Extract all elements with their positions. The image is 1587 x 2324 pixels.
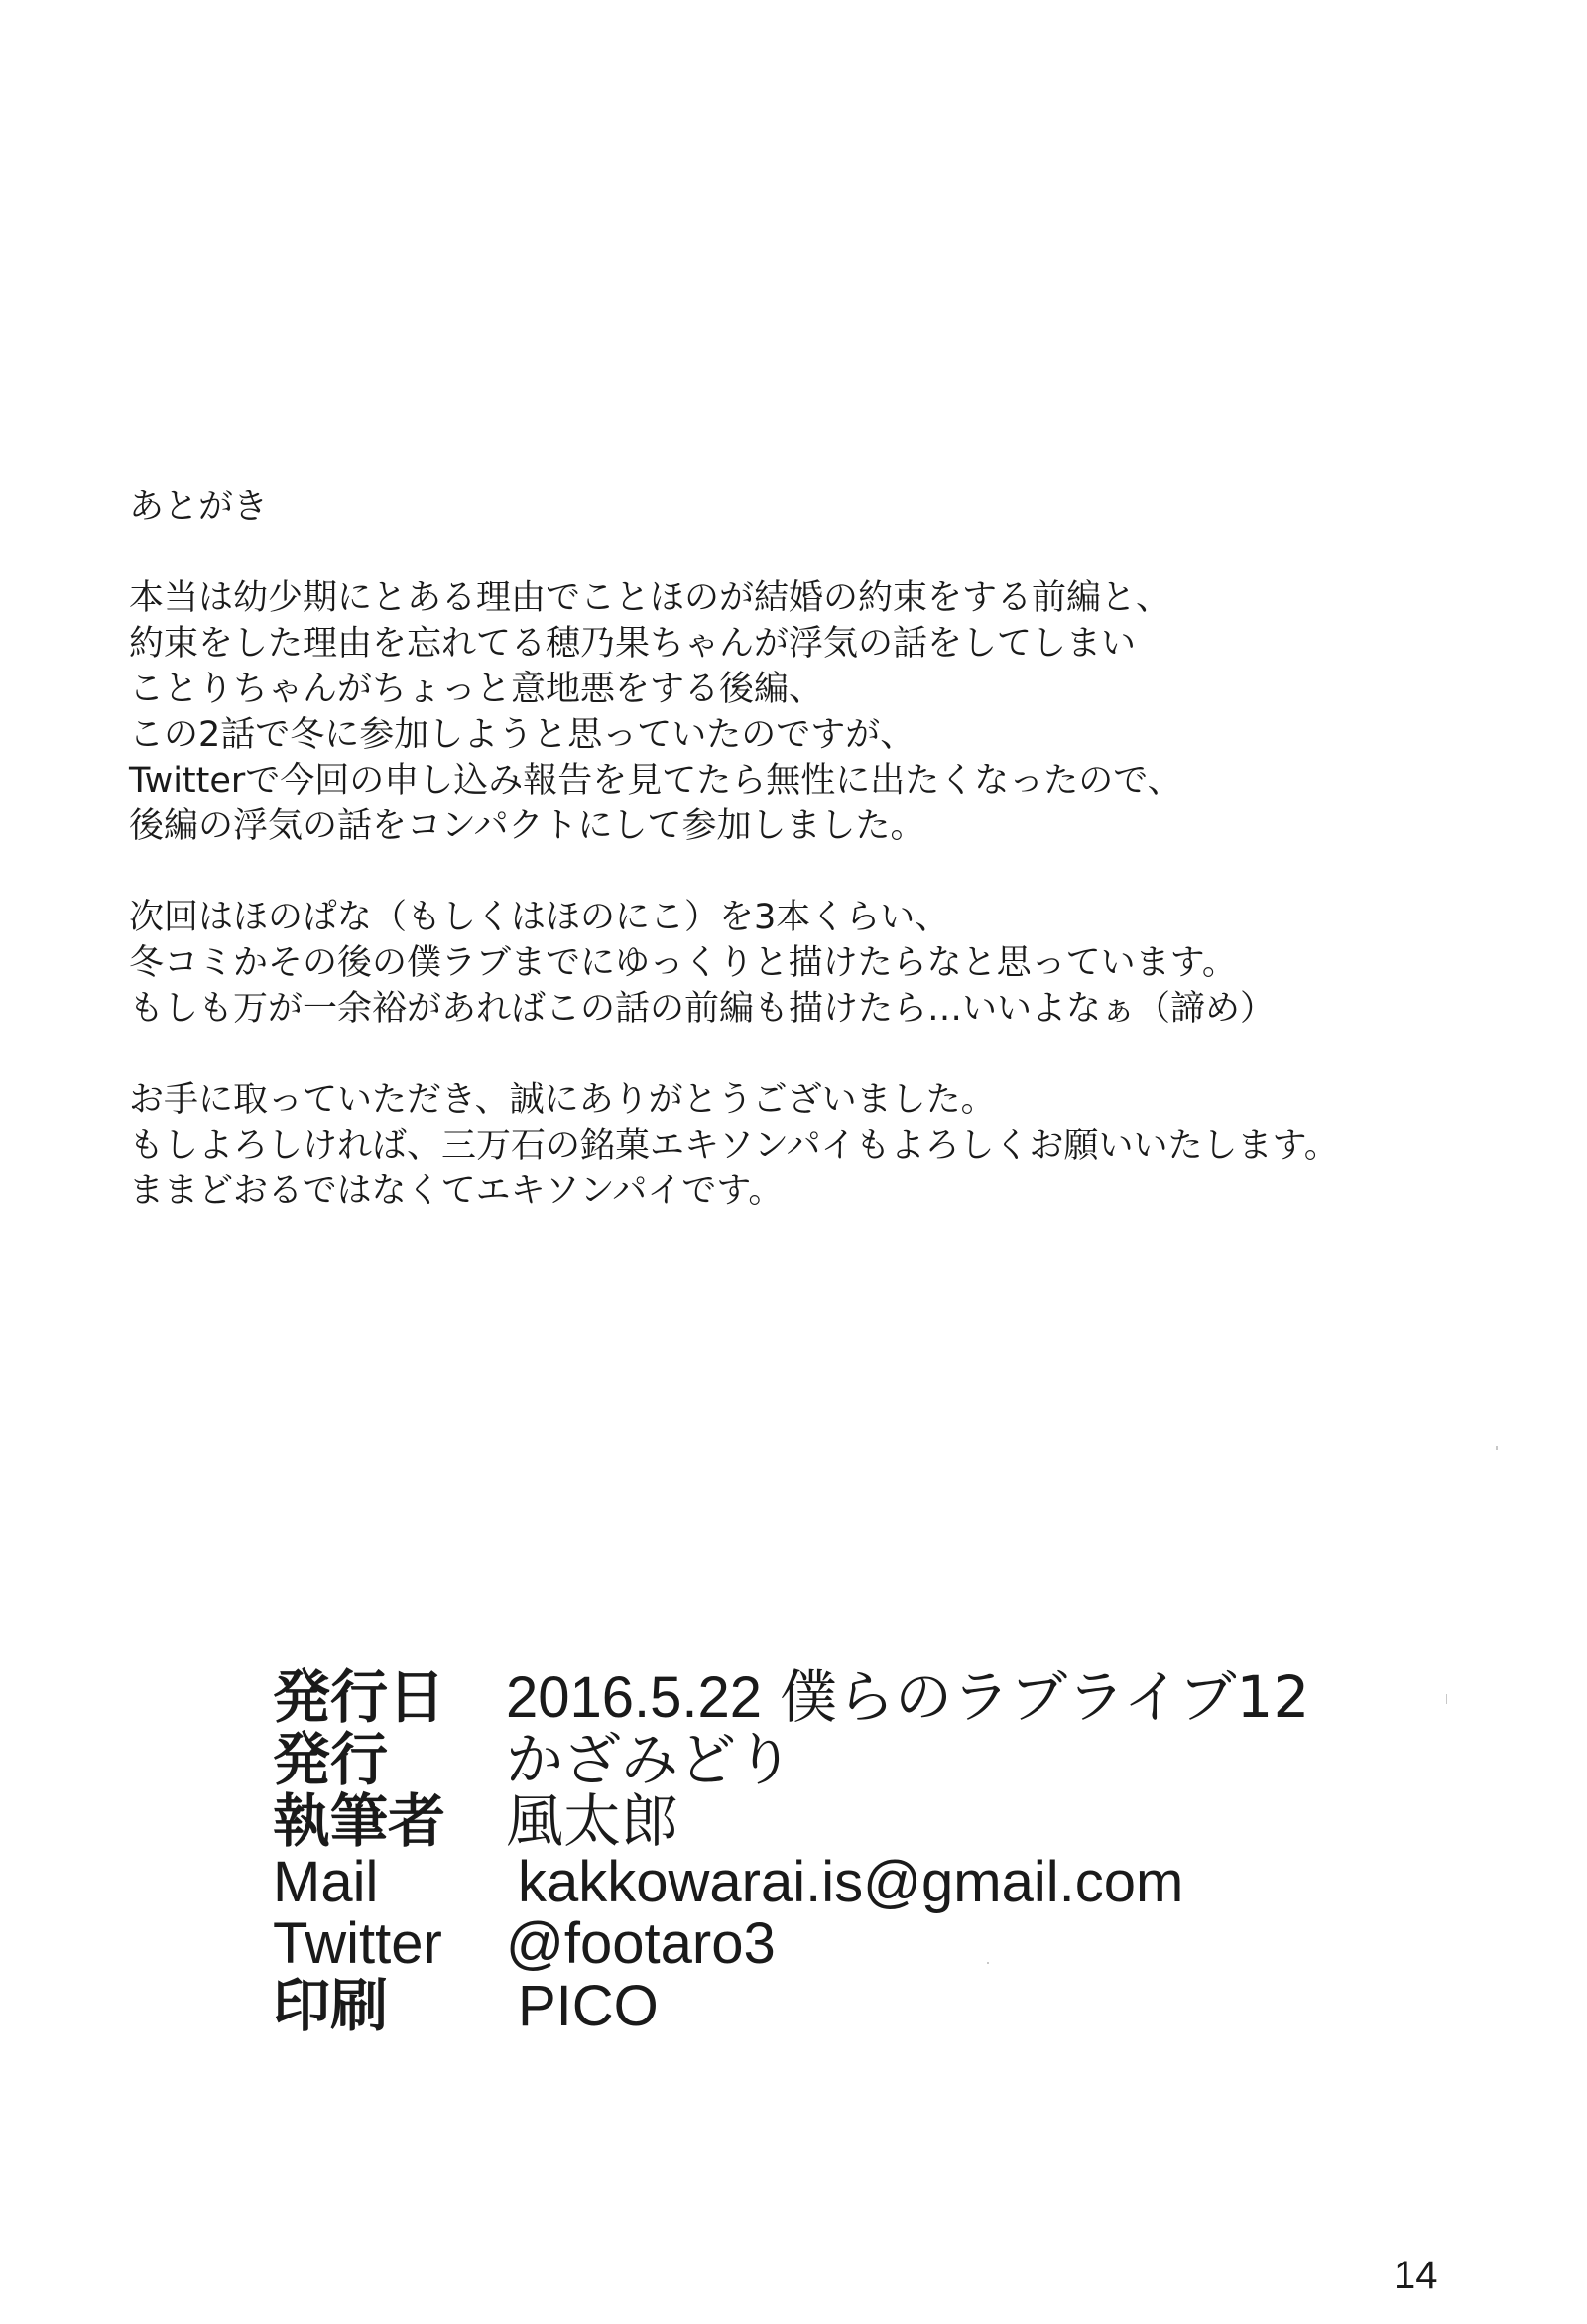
colophon — [273, 1663, 1310, 2039]
scan-speck — [987, 1962, 989, 1964]
afterword-line: お手に取っていただき、誠にありがとうございました。 — [129, 1080, 996, 1120]
colophon-row-printer — [273, 1972, 1309, 2039]
author-label: 執筆者 — [273, 1787, 446, 1855]
afterword-line: Twitterで今回の申し込み報告を見てたら無性に出たくなったので、 — [129, 761, 1182, 800]
colophon-row-author — [273, 1787, 1309, 1855]
afterword-line: 冬コミかその後の僕ラブまでにゆっくりと描けたらなと思っています。 — [129, 943, 1237, 983]
afterword-section — [129, 484, 1537, 1260]
afterword-line: 約束をした理由を忘れてる穂乃果ちゃんが浮気の話をしてしまい — [129, 624, 1137, 664]
colophon-row-publisher — [273, 1726, 1309, 1793]
printer-value: PICO — [518, 1974, 659, 2038]
publisher-label: 発行 — [273, 1726, 389, 1793]
issue-date: 2016.5.22 — [506, 1665, 763, 1730]
printer-label: 印刷 — [273, 1972, 389, 2039]
event-name: 僕らのラブライブ12 — [780, 1663, 1310, 1731]
colophon-row-issue-date — [273, 1663, 1310, 1731]
afterword-heading: あとがき — [129, 487, 269, 527]
afterword-line: もしも万が一余裕があればこの話の前編も描けたら…いいよなぁ（諦め） — [129, 989, 1276, 1029]
author-value: 風太郎 — [506, 1787, 679, 1855]
twitter-label: Twitter — [273, 1911, 442, 1976]
colophon-row-twitter — [273, 1913, 1309, 1975]
scan-speck — [1496, 1446, 1498, 1450]
afterword-paragraph-1 — [129, 575, 1537, 849]
afterword-line: 本当は幼少期にとある理由でことほのが結婚の約束をする前編と、 — [129, 578, 1171, 618]
afterword-line: ことりちゃんがちょっと意地悪をする後編、 — [129, 670, 824, 709]
afterword-line: ままどおるではなくてエキソンパイです。 — [129, 1171, 784, 1211]
afterword-line: 後編の浮気の話をコンパクトにして参加しました。 — [129, 806, 925, 846]
afterword-paragraph-2 — [129, 895, 1537, 1032]
issue-date-value — [506, 1663, 1310, 1731]
afterword-paragraph-3 — [129, 1077, 1537, 1214]
mail-label: Mail — [273, 1850, 379, 1914]
colophon-row-mail — [273, 1852, 1309, 1913]
scan-speck — [1446, 1694, 1447, 1704]
afterword-line: 次回はほのぱな（もしくはほのにこ）を3本くらい、 — [129, 898, 950, 937]
afterword-line: この2話で冬に参加しようと思っていたのですが、 — [129, 715, 916, 755]
twitter-value: @footaro3 — [506, 1911, 776, 1976]
publisher-value: かざみどり — [506, 1726, 794, 1793]
page-number: 14 — [1394, 2254, 1438, 2297]
afterword-line: もしよろしければ、三万石の銘菓エキソンパイもよろしくお願いいたします。 — [129, 1126, 1339, 1165]
mail-value: kakkowarai.is@gmail.com — [518, 1850, 1184, 1914]
issue-date-label: 発行日 — [273, 1663, 446, 1731]
